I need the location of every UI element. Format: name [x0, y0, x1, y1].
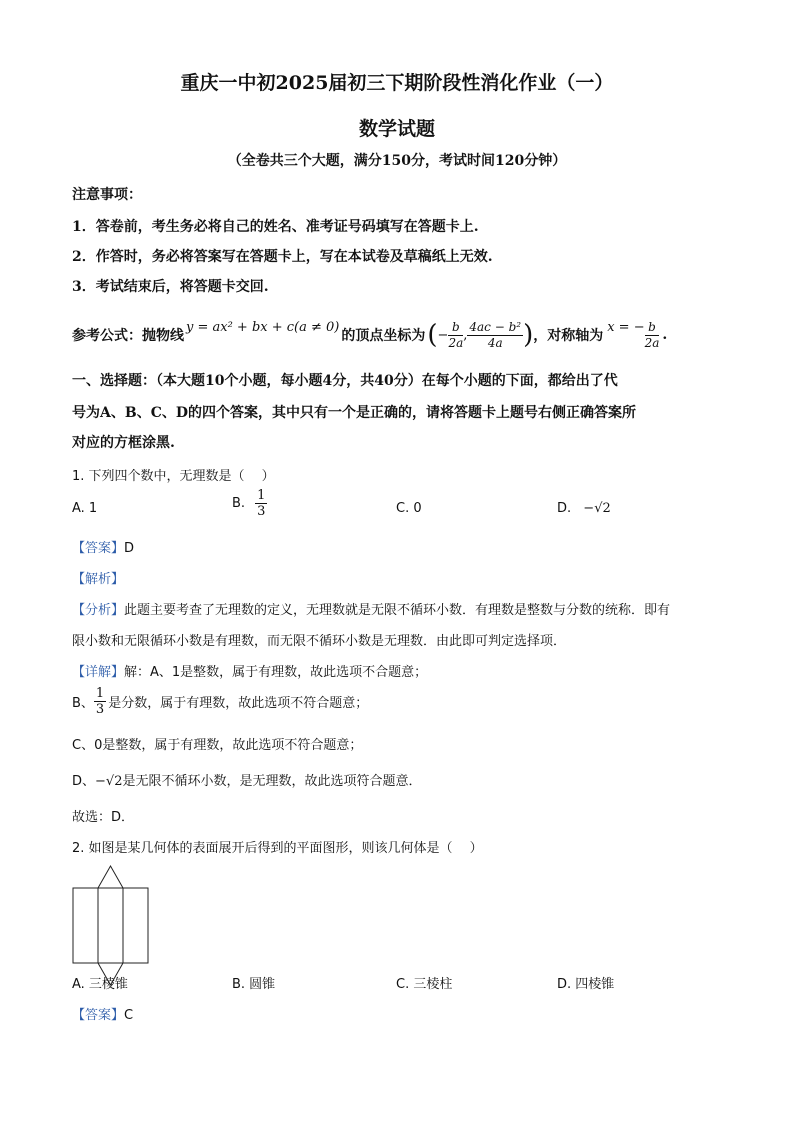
section-1-line-3: 对应的方框涂黑. — [72, 435, 175, 451]
net-top-triangle — [98, 866, 123, 888]
q2-option-b: B. 圆锥 — [232, 977, 276, 992]
q1-analysis-tag: 【解析】 — [72, 572, 125, 587]
note-item-2: 2．作答时，务必将答案写在答题卡上，写在本试卷及草稿纸上无效. — [72, 249, 493, 265]
page-title: 重庆一中初2025届初三下期阶段性消化作业（一） — [180, 72, 614, 94]
vertex-y-fraction — [467, 320, 523, 351]
prism-net-svg — [70, 864, 152, 988]
q1-option-b — [232, 488, 267, 519]
section-1-line-2: 号为A、B、C、D的四个答案，其中只有一个是正确的，请将答题卡上题号右侧正确答案所 — [72, 405, 636, 421]
q1-detail-2-post: 是分数，属于有理数，故此选项不符合题意； — [108, 696, 369, 711]
left-paren: ( — [427, 320, 438, 350]
prism-net-figure — [70, 864, 152, 988]
formula-mid: 的顶点坐标为 — [341, 328, 426, 344]
note-item-3: 3．考试结束后，将答题卡交回. — [72, 279, 269, 295]
comma: , — [463, 327, 468, 343]
q2-option-c: C. 三棱柱 — [396, 977, 453, 992]
notes-heading: 注意事项： — [72, 187, 142, 203]
q1-fenxi-line-2: 限小数和无限循环小数是有理数，而无限不循环小数是无理数．由此即可判定选择项． — [72, 634, 567, 649]
q1-option-b-fraction — [255, 488, 267, 519]
q1-detail-2-pre: B、 — [72, 696, 94, 711]
axis-lhs: x = − — [607, 319, 645, 335]
parabola-equation: y = ax² + bx + c(a ≠ 0) — [186, 319, 340, 335]
reference-formula — [72, 310, 667, 360]
q1-detail-text-1: 解：A、1是整数，属于有理数，故此选项不合题意； — [124, 665, 428, 680]
q1-detail-2-den: 3 — [95, 702, 105, 717]
q1-option-b-num: 1 — [257, 488, 266, 503]
vertex-x-num: b — [448, 320, 463, 336]
q1-detail-line-2 — [72, 686, 368, 717]
net-rectangles — [73, 888, 148, 963]
q1-conclusion: 故选：D． — [72, 810, 135, 825]
q1-option-d-value: −√2 — [583, 501, 611, 516]
minus-sign: − — [437, 327, 449, 343]
q1-stem: 1. 下列四个数中，无理数是（ ） — [72, 469, 275, 484]
q2-answer — [72, 1004, 133, 1023]
section-1-line-1: 一、选择题：（本大题10个小题，每小题4分，共40分）在每个小题的下面，都给出了代 — [72, 373, 618, 389]
q1-option-b-label: B. — [232, 496, 246, 511]
q1-detail-2-num: 1 — [95, 686, 105, 701]
axis-den: 2a — [644, 335, 660, 350]
q1-detail-4-value: −√2 — [95, 774, 123, 789]
q2-stem: 2. 如图是某几何体的表面展开后得到的平面图形，则该几何体是（ ） — [72, 841, 483, 856]
q1-answer — [72, 537, 134, 556]
q1-answer-value: D — [124, 541, 135, 556]
q2-option-d: D. 四棱锥 — [557, 977, 615, 992]
q2-answer-value: C — [124, 1008, 134, 1023]
q1-detail-line-3: C、0是整数，属于有理数，故此选项不符合题意； — [72, 738, 363, 753]
right-paren: ) — [523, 320, 534, 350]
q1-answer-tag: 【答案】 — [72, 541, 125, 556]
formula-lead: 参考公式：抛物线 — [72, 328, 184, 344]
q1-detail-line-4 — [72, 770, 421, 789]
vertex-x-den: 2a — [448, 335, 464, 350]
exam-info: （全卷共三个大题，满分150分，考试时间120分钟） — [227, 153, 567, 169]
vertex-x-fraction — [448, 320, 463, 351]
q1-detail-2-fraction — [94, 686, 106, 717]
q2-answer-tag: 【答案】 — [72, 1008, 125, 1023]
page-subtitle: 数学试题 — [358, 118, 435, 140]
q1-option-b-den: 3 — [257, 504, 266, 519]
q1-option-c: C. 0 — [396, 501, 422, 516]
vertex-y-den: 4a — [487, 335, 503, 350]
axis-fraction — [645, 320, 660, 351]
axis-num: b — [645, 320, 660, 336]
q1-detail-tag: 【详解】 — [72, 665, 125, 680]
q1-option-d — [557, 501, 611, 516]
vertex-y-num: 4ac − b² — [469, 319, 522, 334]
q1-fenxi-line-1 — [72, 599, 670, 618]
q1-option-a: A. 1 — [72, 501, 98, 516]
formula-tail: ，对称轴为 — [533, 328, 604, 344]
q1-fenxi-text-1: 此题主要考查了无理数的定义，无理数就是无限不循环小数．有理数是整数与分数的统称．即有 — [124, 603, 671, 618]
q1-detail-4-post: 是无限不循环小数，是无理数，故此选项符合题意． — [122, 774, 422, 789]
q1-detail-line-1 — [72, 661, 427, 680]
note-item-1: 1．答卷前，考生务必将自己的姓名、准考证号码填写在答题卡上. — [72, 219, 479, 235]
q1-detail-4-pre: D、 — [72, 774, 96, 789]
q1-fenxi-tag: 【分析】 — [72, 603, 125, 618]
q2-option-a: A. 三棱锥 — [72, 977, 128, 992]
formula-end: . — [662, 327, 668, 343]
q1-option-d-label: D. — [557, 501, 572, 516]
